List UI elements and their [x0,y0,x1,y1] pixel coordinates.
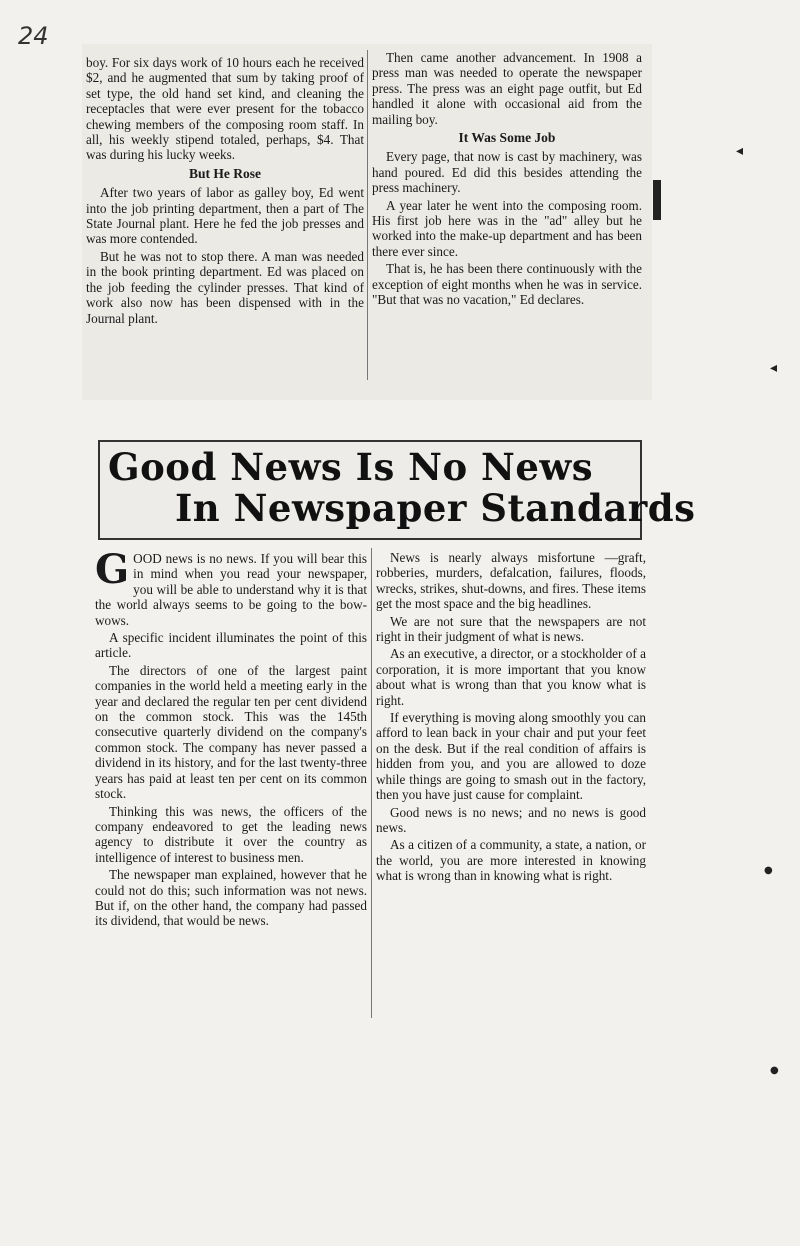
subhead: It Was Some Job [458,130,556,146]
scan-mark: ◂ [770,360,778,376]
lead-text: OOD news is no news. If you will bear this in mind when you read your newspaper, you will be able to understand why it is that the world always seems to be going to the bow-wows. [95,551,367,628]
paragraph: We are not sure that the newspapers are not right in their judgment of what is news. [376,613,646,645]
subhead: But He Rose [189,165,261,181]
main-article-right-column [376,550,646,886]
top-article-right-column [372,50,642,310]
paragraph: As an executive, a director, or a stockholder of a corporation, it is more important that you know about what is wrong than that you know what is right. [376,646,646,708]
paragraph: Good news is no news; and no news is good news. [376,804,646,835]
paragraph: A specific incident illuminates the point of this article. [95,630,367,661]
paragraph: A year later he went into the composing room. His first job here was in the "ad" alley but he worked into the make-up department and has been there ever since. [372,197,642,259]
scan-mark: ● [764,865,773,876]
headline-line-2: In Newspaper Standards [175,486,696,530]
scan-mark: ◂ [736,143,744,159]
paragraph: As a citizen of a community, a state, a nation, or the world, you are more interested in knowing what is wrong than in knowing what is right. [376,837,646,884]
paragraph: News is nearly always misfortune —graft, robberies, murders, defalcation, failures, floods, wrecks, strikes, shut-downs, and fires. These items get the most space and the big headlines. [376,550,646,612]
paragraph: The newspaper man explained, however that he could not do this; such information was not news. But if, on the other hand, the company had passed its dividend, that would be news. [95,867,367,929]
main-article-left-column [95,546,367,931]
paragraph: boy. For six days work of 10 hours each he received $2, and he augmented that sum by taking proof of set type, the old hand set kind, and cleaning the receptacles that were ever present for the tobacco chewing members of the composing room staff. In all, his weekly stipend totaled, perhaps, $4. That was during his lucky weeks. [86,55,364,163]
paragraph: If everything is moving along smoothly you can afford to lean back in your chair and put your feet on the desk. But if the real condition of affairs is hidden from you, and you are allowed to doze while things are going to smash out in the factory, then you have just cause for complaint. [376,710,646,803]
paragraph: Every page, that now is cast by machinery, was hand poured. Ed did this besides attending the press machinery. [372,149,642,196]
paragraph: But he was not to stop there. A man was needed in the book printing department. Ed was placed on the job feeding the cylinder presses. That kind of work also now has been dispensed with in the Journal plant. [86,248,364,326]
page-number: 24 [18,22,49,50]
top-article-left-column [86,55,364,328]
paragraph: Then came another advancement. In 1908 a press man was needed to operate the newspaper press. The press was an eight page outfit, but Ed handled it alone with occasional aid from the mailing boy. [372,50,642,127]
column-rule [367,50,368,380]
paragraph: That is, he has been there continuously with the exception of eight months when he was in service. "But that was no vacation," Ed declares. [372,261,642,308]
scan-artifact [653,180,661,220]
paragraph: After two years of labor as galley boy, Ed went into the job printing department, then a part of The State Journal plant. Here he fed the job presses and was more contended. [86,185,364,247]
lead-paragraph [95,546,367,628]
paragraph: Thinking this was news, the officers of the company endeavored to get the leading news agency to distribute it over the country as intelligence of interest to business men. [95,803,367,865]
paragraph: The directors of one of the largest paint companies in the world held a meeting early in the year and declared the regular ten per cent dividend on the common stock. This was the 145th consecutive quarterly dividend on the company's common stock. The company has never passed a dividend in its history, and for the last twenty-three years has paid at least ten per cent on its common stock. [95,662,367,802]
drop-cap: G [95,546,130,593]
column-rule [371,548,372,1018]
scan-mark: ● [770,1065,779,1076]
headline-line-1: Good News Is No News [108,445,594,489]
